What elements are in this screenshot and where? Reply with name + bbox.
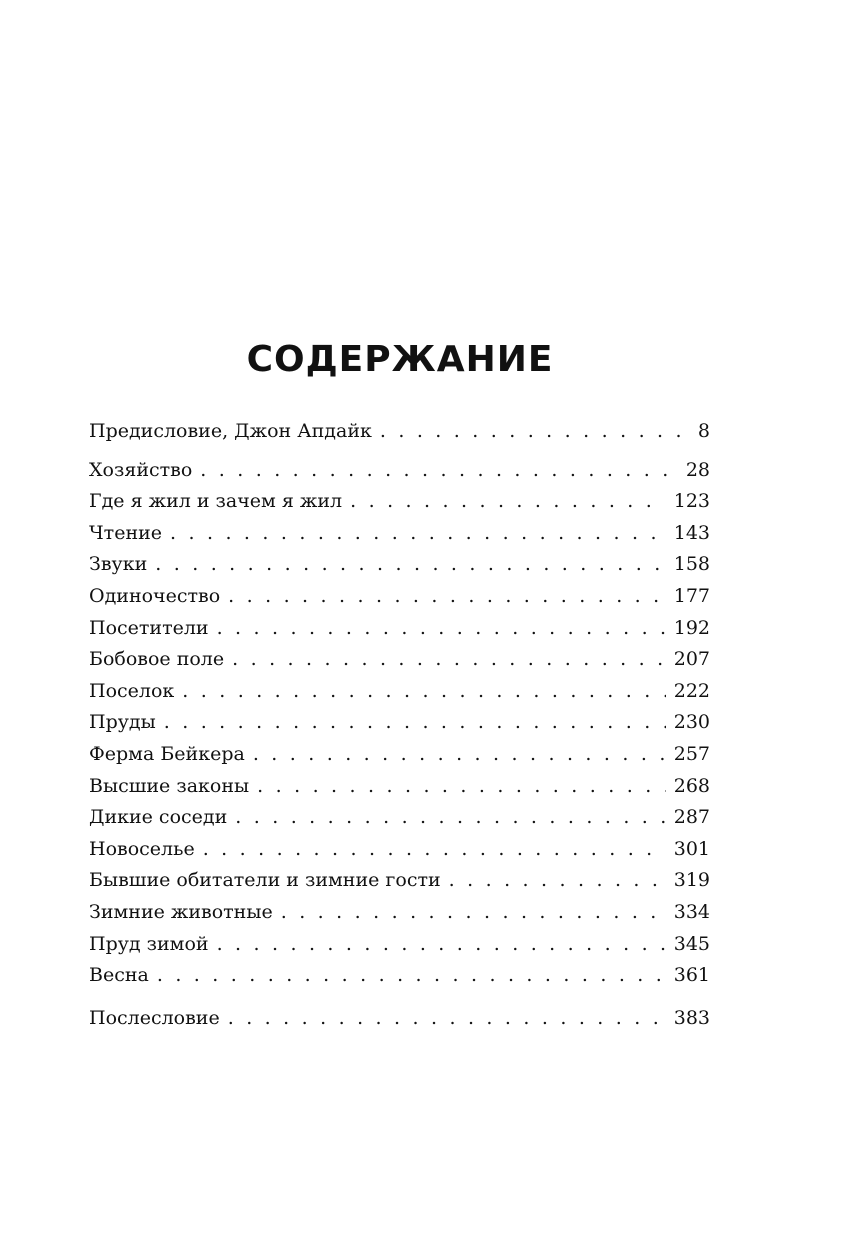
toc-entry: [89, 486, 710, 518]
toc-entry-page: 158: [673, 553, 710, 576]
toc-entry: [89, 929, 710, 961]
toc-dot-leader: [235, 802, 665, 834]
table-of-contents: [89, 416, 710, 1034]
toc-entry-title: Хозяйство: [89, 458, 193, 481]
toc-entry: [89, 960, 710, 992]
toc-entry-page: 123: [673, 490, 710, 513]
toc-dot-leader: [182, 676, 665, 708]
toc-entry-page: 192: [673, 616, 710, 639]
toc-entry-page: 287: [673, 806, 710, 829]
toc-entry-title: Пруды: [89, 711, 156, 734]
toc-entry-page: 230: [673, 711, 710, 734]
toc-entry-title: Пруд зимой: [89, 932, 209, 955]
toc-entry-title: Звуки: [89, 553, 148, 576]
toc-entry-title: Предисловие, Джон Апдайк: [89, 420, 372, 442]
toc-entry-title: Дикие соседи: [89, 806, 228, 829]
toc-entry-title: Бобовое поле: [89, 648, 225, 671]
page-title: СОДЕРЖАНИЕ: [246, 339, 554, 380]
toc-entry-title: Где я жил и зачем я жил: [89, 490, 343, 513]
toc-entry-title: Ферма Бейкера: [89, 742, 245, 765]
toc-entry: [89, 739, 710, 771]
toc-dot-leader: [164, 707, 666, 739]
toc-dot-leader: [228, 1003, 666, 1035]
toc-entry-page: 222: [673, 679, 710, 702]
toc-entry-page: 334: [673, 900, 710, 923]
toc-entry: [89, 707, 710, 739]
toc-entry-page: 361: [673, 964, 710, 987]
toc-entry-title: Одиночество: [89, 584, 221, 607]
toc-dot-leader: [217, 613, 666, 645]
toc-dot-leader: [203, 834, 666, 866]
toc-entry-page: 345: [673, 932, 710, 955]
toc-dot-leader: [170, 518, 666, 550]
toc-dot-leader: [449, 865, 666, 897]
toc-entry-page: 257: [673, 742, 710, 765]
toc-entry-title: Посетители: [89, 616, 209, 639]
toc-entry-page: 319: [673, 869, 710, 892]
toc-dot-leader: [217, 929, 666, 961]
toc-entry-title: Бывшие обитатели и зимние гости: [89, 869, 441, 892]
toc-entry-page: 177: [673, 584, 710, 607]
toc-entry-page: 301: [673, 837, 710, 860]
toc-dot-leader: [253, 739, 666, 771]
toc-dot-leader: [157, 960, 666, 992]
toc-entry: [89, 771, 710, 803]
toc-entry: [89, 581, 710, 613]
toc-dot-leader: [232, 644, 666, 676]
toc-entry: [89, 613, 710, 645]
toc-entry-title: Зимние животные: [89, 900, 273, 923]
toc-entry-title: Новоселье: [89, 837, 195, 860]
toc-entry-page: 268: [673, 774, 710, 797]
toc-entry-page: 8: [697, 420, 710, 442]
toc-dot-leader: [200, 455, 678, 487]
toc-dot-leader: [228, 581, 666, 613]
toc-entry: [89, 416, 710, 448]
toc-entry-page: 207: [673, 648, 710, 671]
toc-entry: [89, 644, 710, 676]
toc-entry: [89, 1003, 710, 1035]
toc-dot-leader: [380, 416, 690, 448]
toc-dot-leader: [350, 486, 666, 518]
toc-entry-title: Чтение: [89, 521, 163, 544]
toc-entry-title: Послесловие: [89, 1006, 220, 1029]
toc-entry-title: Поселок: [89, 679, 175, 702]
toc-entry: [89, 834, 710, 866]
toc-entry-page: 383: [673, 1006, 710, 1029]
toc-entry-title: Весна: [89, 964, 149, 987]
toc-entry: [89, 802, 710, 834]
toc-entry: [89, 897, 710, 929]
toc-entry: [89, 518, 710, 550]
toc-entry: [89, 676, 710, 708]
toc-entry: [89, 455, 710, 487]
toc-entry: [89, 865, 710, 897]
toc-entry-title: Высшие законы: [89, 774, 250, 797]
toc-entry: [89, 549, 710, 581]
toc-dot-leader: [257, 771, 666, 803]
toc-dot-leader: [281, 897, 666, 929]
toc-entry-page: 28: [685, 458, 710, 481]
toc-dot-leader: [155, 549, 665, 581]
toc-entry-page: 143: [673, 521, 710, 544]
